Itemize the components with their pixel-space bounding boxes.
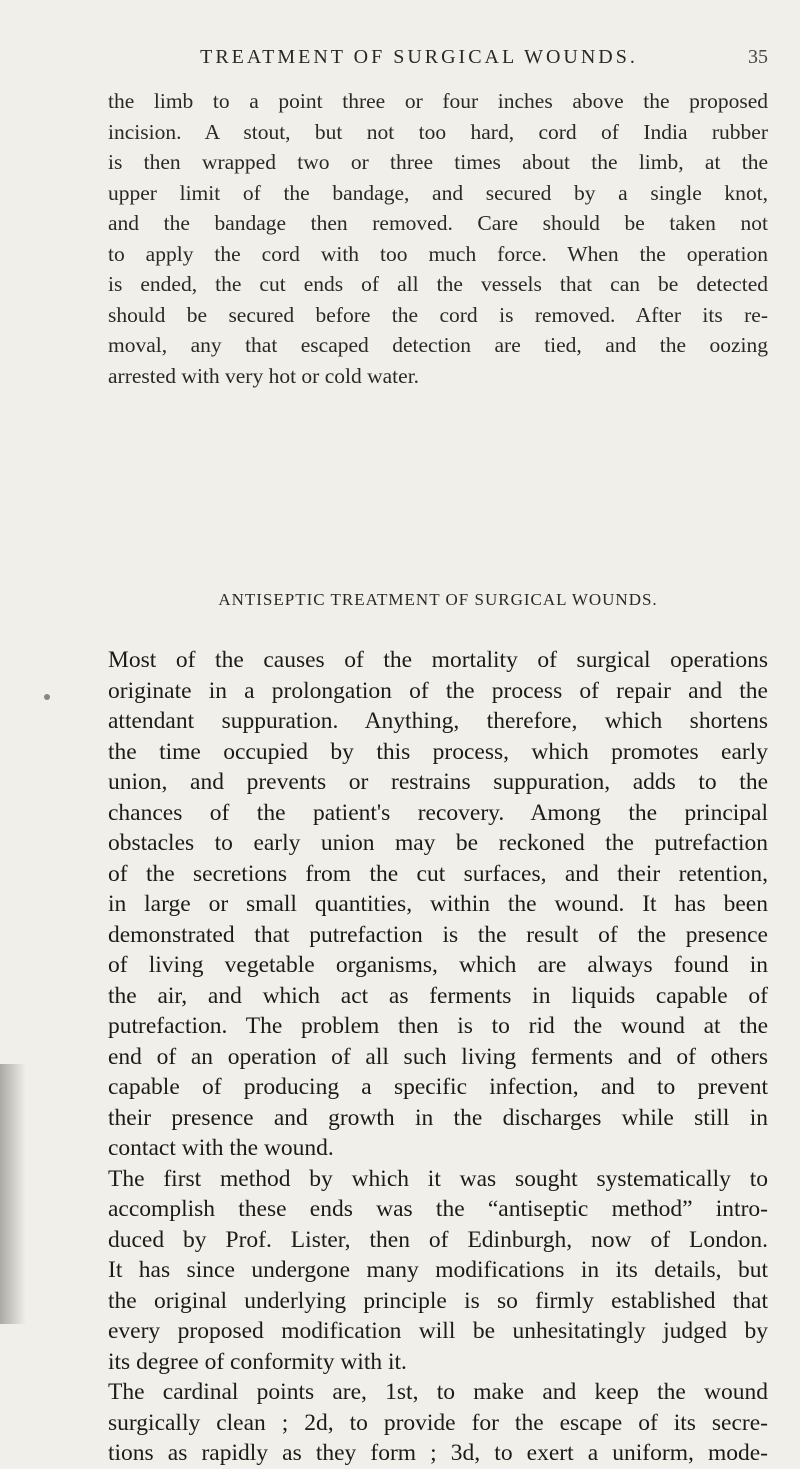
text-line: their presence and growth in the discharges while still in: [108, 1104, 768, 1131]
text-line: demonstrated that putrefaction is the result of the presence: [108, 921, 768, 948]
text-line: moval, any that escaped detection are tied, and the oozing: [108, 333, 768, 357]
margin-mark: [44, 694, 50, 700]
text-line: Most of the causes of the mortality of surgical operations: [108, 647, 768, 673]
text-line: It has since undergone many modifications in its details, but: [108, 1257, 768, 1283]
text-line: contact with the wound.: [108, 1135, 334, 1161]
text-line: arrested with very hot or cold water.: [108, 363, 420, 388]
text-line: is then wrapped two or three times about the limb, at the: [108, 150, 768, 174]
text-line: the time occupied by this process, which promotes early: [108, 738, 768, 765]
text-line: The cardinal points are, 1st, to make and keep the wound: [108, 1379, 768, 1405]
text-line: in large or small quantities, within the wound. It has been: [108, 891, 768, 917]
running-head: [108, 46, 768, 74]
text-line: surgically clean ; 2d, to provide for the escape of its secre-: [108, 1409, 768, 1436]
text-line: the original underlying principle is so firmly established that: [108, 1287, 768, 1314]
text-line: duced by Prof. Lister, then of Edinburgh, now of London.: [108, 1226, 768, 1253]
paragraph-tourniquet-continuation: [108, 86, 768, 391]
page-number: 35: [748, 46, 768, 68]
text-line: its degree of conformity with it.: [108, 1348, 407, 1375]
text-line: attendant suppuration. Anything, therefore, which shortens: [108, 708, 768, 734]
text-line: to apply the cord with too much force. When the operation: [108, 241, 768, 266]
text-line: tions as rapidly as they form ; 3d, to exert a uniform, mode-: [108, 1440, 768, 1466]
page-edge-shadow: [0, 1064, 26, 1324]
text-line: upper limit of the bandage, and secured by a single knot,: [108, 180, 768, 205]
text-line: accomplish these ends was the “antiseptic method” intro-: [108, 1196, 768, 1222]
text-line: the air, and which act as ferments in liquids capable of: [108, 982, 768, 1009]
text-line: putrefaction. The problem then is to rid the wound at the: [108, 1013, 768, 1039]
text-line: chances of the patient's recovery. Among the principal: [108, 799, 768, 826]
text-line: of the secretions from the cut surfaces, and their retention,: [108, 860, 768, 887]
text-line: every proposed modification will be unhesitatingly judged by: [108, 1318, 768, 1344]
text-line: originate in a prolongation of the process of repair and the: [108, 677, 768, 704]
text-line: of living vegetable organisms, which are always found in: [108, 952, 768, 978]
paragraph-mortality: [108, 645, 768, 1164]
text-line: end of an operation of all such living ferments and of others: [108, 1043, 768, 1070]
text-line: and the bandage then removed. Care should be taken not: [108, 211, 768, 235]
text-line: obstacles to early union may be reckoned the putrefaction: [108, 830, 768, 856]
section-body: [108, 645, 768, 1469]
text-line: capable of producing a specific infection, and to prevent: [108, 1074, 768, 1100]
text-line: the limb to a point three or four inches above the proposed: [108, 89, 768, 113]
text-line: incision. A stout, but not too hard, cord of India rubber: [108, 119, 768, 144]
text-line: should be secured before the cord is removed. After its re-: [108, 302, 768, 327]
section-heading: ANTISEPTIC TREATMENT OF SURGICAL WOUNDS.: [218, 590, 658, 609]
text-line: union, and prevents or restrains suppuration, adds to the: [108, 769, 768, 795]
text-line: is ended, the cut ends of all the vessels that can be detected: [108, 272, 768, 296]
text-line: The first method by which it was sought systematically to: [108, 1165, 768, 1192]
paragraph-cardinal-points: [108, 1377, 768, 1469]
paragraph-lister: [108, 1164, 768, 1378]
running-title: TREATMENT OF SURGICAL WOUNDS.: [200, 46, 638, 68]
